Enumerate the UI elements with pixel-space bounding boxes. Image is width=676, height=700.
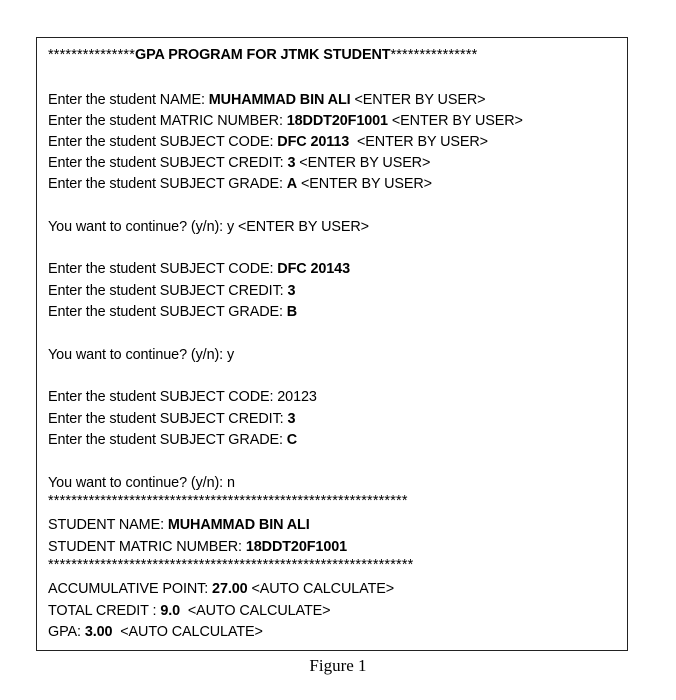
header-stars-right: *************** (390, 47, 478, 63)
total-credit-note: <AUTO CALCULATE> (180, 603, 331, 619)
accumulative-point-line (48, 580, 394, 598)
accumulative-point-label: ACCUMULATIVE POINT: (48, 581, 213, 597)
subject-1-credit-value: 3 (287, 155, 296, 171)
total-credit-label: TOTAL CREDIT : (48, 603, 161, 619)
summary-matric-line (48, 538, 347, 556)
summary-name-value: MUHAMMAD BIN ALI (167, 517, 310, 533)
gpa-label: GPA: (48, 624, 85, 640)
matric-input-value: 18DDT20F1001 (286, 113, 388, 129)
subject-2-credit-value: 3 (287, 283, 296, 299)
subject-3-grade-value: C (286, 432, 298, 448)
continue-prompt-2: You want to continue? (y/n): y (48, 347, 235, 363)
subject-1-grade-value: A (286, 176, 298, 192)
accumulative-point-note: <AUTO CALCULATE> (247, 581, 395, 597)
continue-prompt-3: You want to continue? (y/n): n (48, 475, 235, 491)
program-title: GPA PROGRAM FOR JTMK STUDENT (135, 47, 391, 63)
subject-2-code-value: DFC 20143 (277, 261, 350, 277)
gpa-value: 3.00 (84, 624, 113, 640)
subject-1-grade-label: Enter the student SUBJECT GRADE: (48, 176, 287, 192)
subject-1-credit-line (48, 154, 430, 172)
subject-1-code-label: Enter the student SUBJECT CODE: (48, 134, 278, 150)
figure-caption: Figure 1 (309, 656, 367, 675)
program-output-box (36, 37, 628, 651)
matric-input-line (48, 112, 523, 130)
subject-1-grade-line (48, 175, 432, 193)
subject-2-credit-label: Enter the student SUBJECT CREDIT: (48, 283, 288, 299)
subject-1-grade-note: <ENTER BY USER> (297, 176, 432, 192)
subject-3-grade-line (48, 431, 297, 449)
subject-2-grade-value: B (286, 304, 298, 320)
gpa-line (48, 623, 263, 641)
matric-input-label: Enter the student MATRIC NUMBER: (48, 113, 287, 129)
program-header (48, 46, 477, 64)
subject-2-code-line (48, 260, 350, 278)
name-input-note: <ENTER BY USER> (350, 92, 486, 108)
subject-1-credit-note: <ENTER BY USER> (295, 155, 431, 171)
subject-3-credit-label: Enter the student SUBJECT CREDIT: (48, 411, 288, 427)
subject-2-credit-line (48, 282, 295, 300)
summary-name-line (48, 516, 310, 534)
total-credit-line (48, 602, 330, 620)
subject-1-code-note: <ENTER BY USER> (349, 134, 488, 150)
matric-input-note: <ENTER BY USER> (387, 113, 523, 129)
separator-line-2: *************************************************************** (48, 557, 414, 573)
name-input-label: Enter the student NAME: (48, 92, 209, 108)
subject-3-grade-label: Enter the student SUBJECT GRADE: (48, 432, 287, 448)
subject-2-grade-label: Enter the student SUBJECT GRADE: (48, 304, 287, 320)
continue-prompt-1: You want to continue? (y/n): y <ENTER BY USER> (48, 219, 369, 235)
subject-2-grade-line (48, 303, 297, 321)
name-input-value: MUHAMMAD BIN ALI (208, 92, 351, 108)
total-credit-value: 9.0 (160, 603, 181, 619)
separator-line-1: ************************************************************** (48, 493, 408, 509)
gpa-note: <AUTO CALCULATE> (112, 624, 263, 640)
subject-1-code-line (48, 133, 488, 151)
subject-3-credit-value: 3 (287, 411, 296, 427)
subject-1-credit-label: Enter the student SUBJECT CREDIT: (48, 155, 288, 171)
subject-1-code-value: DFC 20113 (277, 134, 350, 150)
subject-2-code-label: Enter the student SUBJECT CODE: (48, 261, 278, 277)
header-stars-left: *************** (48, 47, 136, 63)
accumulative-point-value: 27.00 (212, 581, 248, 597)
name-input-line (48, 91, 485, 109)
summary-matric-value: 18DDT20F1001 (245, 539, 348, 555)
subject-3-credit-line (48, 410, 295, 428)
subject-3-code-line: Enter the student SUBJECT CODE: 20123 (48, 389, 317, 405)
summary-name-label: STUDENT NAME: (48, 517, 168, 533)
summary-matric-label: STUDENT MATRIC NUMBER: (48, 539, 246, 555)
